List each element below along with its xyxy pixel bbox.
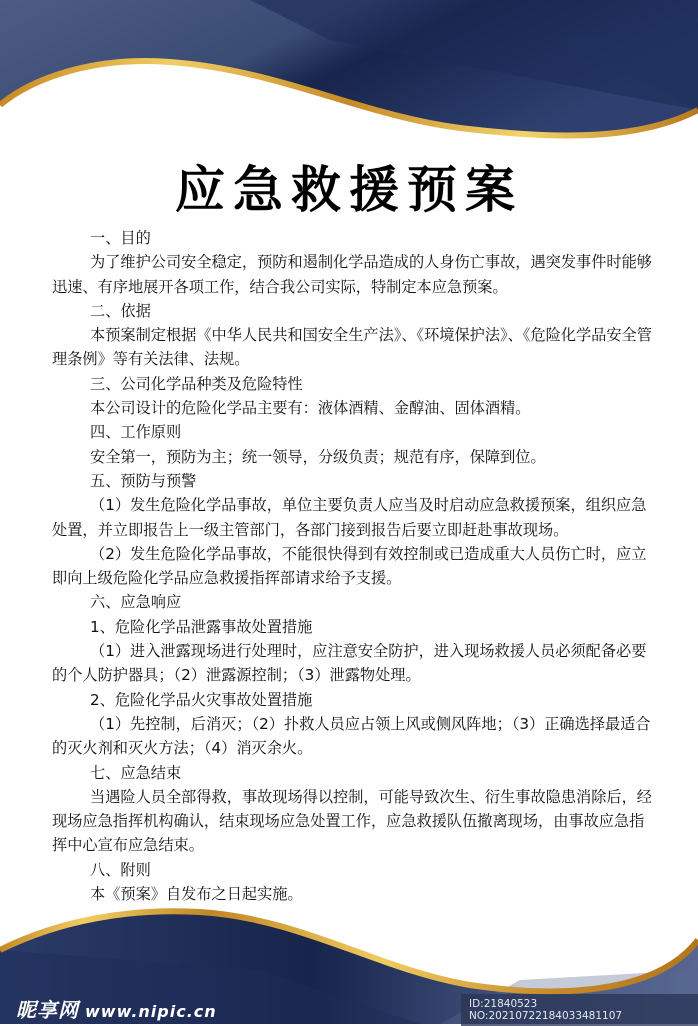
watermark-logo [16, 994, 217, 1023]
section-heading: 八、附则 [90, 860, 151, 879]
section-paragraph: 本预案制定根据《中华人民共和国安全生产法》、《环境保护法》、《危险化学品安全管理条例》等有关法律、法规。 [52, 326, 652, 369]
subsection-paragraph: （1）先控制，后消灭；（2）扑救人员应占领上风或侧风阵地；（3）正确选择最适合的灭火剂和灭火方法；（4）消灭余火。 [52, 714, 651, 758]
section-heading: 二、依据 [90, 301, 151, 320]
document-body [52, 226, 652, 906]
page-title: 应急救援预案 [175, 161, 523, 219]
subsection-paragraph: （1）进入泄露现场进行处理时，应注意安全防护，进入现场救援人员必须配备必要的个人防护器具；（2）泄露源控制；（3）泄露物处理。 [52, 642, 647, 685]
section-heading: 三、公司化学品种类及危险特性 [90, 374, 303, 393]
watermark-site: www.nipic.cn [85, 1002, 217, 1021]
section-paragraph: 当遇险人员全部得救，事故现场得以控制，可能导致次生、衍生事故隐患消除后，经现场应急指挥机构确认，结束现场应急处置工作，应急救援队伍撤离现场，由事故应急指挥中心宣布应急结束。 [52, 787, 652, 855]
section-paragraph: 本《预案》自发布之日起实施。 [90, 885, 303, 904]
section-paragraph: （2）发生危险化学品事故，不能很快得到有效控制或已造成重大人员伤亡时，应立即向上级危险化学品应急救援指挥部请求给予支援。 [52, 544, 647, 588]
subsection-heading: 1、危险化学品泄露事故处置措施 [90, 617, 313, 636]
section-paragraph: （1）发生危险化学品事故，单位主要负责人应当及时启动应急救援预案，组织应急处置，并立即报告上一级主管部门，各部门接到报告后要立即赶赴事故现场。 [52, 496, 647, 539]
section-paragraph: 为了维护公司安全稳定，预防和遏制化学品造成的人身伤亡事故，遇突发事件时能够迅速、有序地展开各项工作，结合我公司实际，特制定本应急预案。 [52, 253, 652, 296]
section-heading: 七、应急结束 [90, 763, 182, 782]
section-paragraph: 本公司设计的危险化学品主要有：液体酒精、金醇油、固体酒精。 [90, 399, 531, 418]
section-heading: 一、目的 [90, 229, 151, 247]
top-navy-gold-wave-banner [0, 0, 698, 150]
watermark-logo-text: 昵享网 [16, 998, 79, 1022]
section-heading: 五、预防与预警 [90, 471, 197, 490]
section-paragraph: 安全第一，预防为主；统一领导，分级负责；规范有序，保障到位。 [90, 447, 546, 466]
subsection-heading: 2、危险化学品火灾事故处置措施 [90, 690, 313, 709]
watermark-id: ID:21840523 NO:20210722184033481107 [461, 994, 698, 1026]
section-heading: 六、应急响应 [90, 593, 182, 612]
section-heading: 四、工作原则 [90, 423, 182, 442]
